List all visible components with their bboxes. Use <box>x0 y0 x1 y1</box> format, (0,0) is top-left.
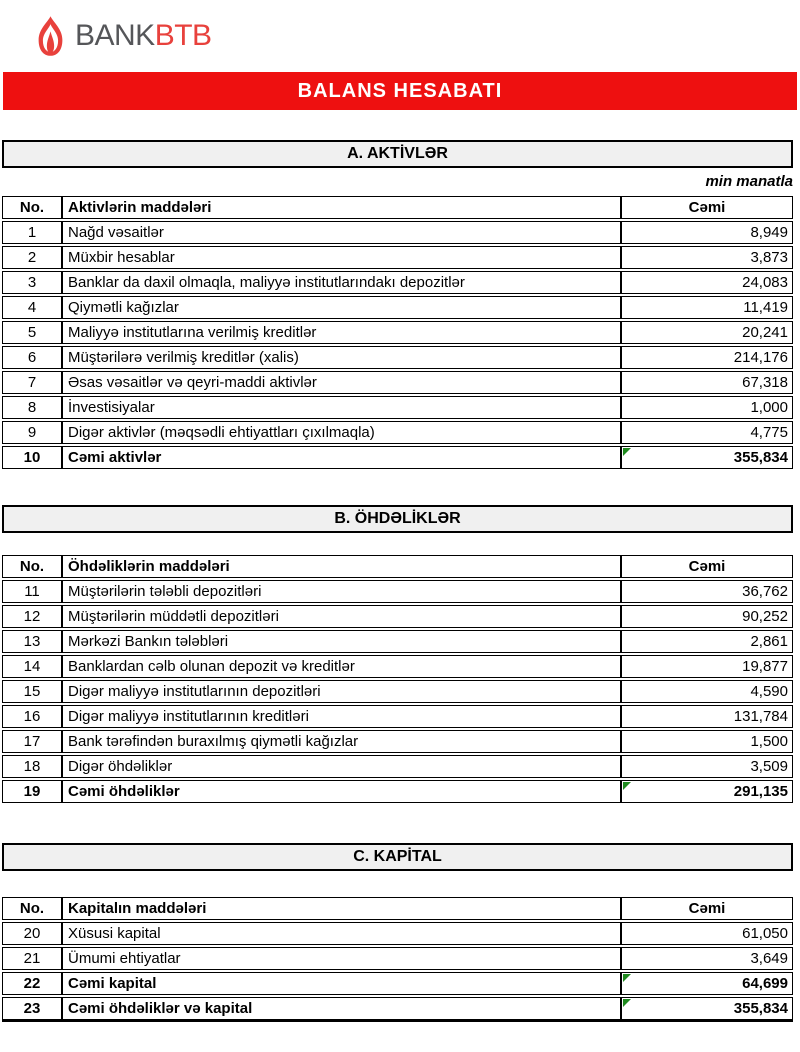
row-number: 9 <box>2 421 62 444</box>
row-label: Əsas vəsaitlər və qeyri-maddi aktivlər <box>62 371 621 394</box>
column-header-total: Cəmi <box>621 897 793 920</box>
units-note: min manatla <box>705 173 793 190</box>
capital-table-header-row <box>2 897 793 920</box>
row-label: Cəmi kapital <box>62 972 621 995</box>
row-label: Cəmi öhdəliklər və kapital <box>62 997 621 1022</box>
row-value: 1,000 <box>621 396 793 419</box>
table-row <box>2 396 793 419</box>
row-label: Müxbir hesablar <box>62 246 621 269</box>
row-number: 19 <box>2 780 62 803</box>
column-header-no: No. <box>2 196 62 219</box>
column-header-total: Cəmi <box>621 555 793 578</box>
page-title: BALANS HESABATI <box>297 79 503 102</box>
row-value: 19,877 <box>621 655 793 678</box>
row-value: 11,419 <box>621 296 793 319</box>
row-number: 1 <box>2 221 62 244</box>
row-value: 64,699 <box>621 972 793 995</box>
table-row <box>2 730 793 753</box>
row-number: 10 <box>2 446 62 469</box>
row-value: 2,861 <box>621 630 793 653</box>
report-title-banner <box>3 72 797 110</box>
row-value: 90,252 <box>621 605 793 628</box>
row-value: 3,509 <box>621 755 793 778</box>
row-label: Digər maliyyə institutlarının kreditləri <box>62 705 621 728</box>
table-row <box>2 446 793 469</box>
column-header-items: Kapitalın maddələri <box>62 897 621 920</box>
assets-table <box>2 194 793 471</box>
row-value: 4,590 <box>621 680 793 703</box>
column-header-total: Cəmi <box>621 196 793 219</box>
row-label: Nağd vəsaitlər <box>62 221 621 244</box>
row-value: 61,050 <box>621 922 793 945</box>
row-number: 3 <box>2 271 62 294</box>
row-number: 5 <box>2 321 62 344</box>
column-header-no: No. <box>2 555 62 578</box>
table-row <box>2 680 793 703</box>
table-row <box>2 780 793 803</box>
bank-logo-text <box>75 8 212 64</box>
row-value: 67,318 <box>621 371 793 394</box>
section-capital-title: C. KAPİTAL <box>2 843 793 871</box>
row-number: 12 <box>2 605 62 628</box>
liabilities-table <box>2 553 793 805</box>
page-header <box>0 8 800 110</box>
row-label: Banklardan cəlb olunan depozit və kreditlər <box>62 655 621 678</box>
row-value: 8,949 <box>621 221 793 244</box>
row-number: 4 <box>2 296 62 319</box>
row-value: 214,176 <box>621 346 793 369</box>
row-number: 8 <box>2 396 62 419</box>
section-assets <box>2 140 793 471</box>
row-value: 24,083 <box>621 271 793 294</box>
row-number: 16 <box>2 705 62 728</box>
table-row <box>2 922 793 945</box>
table-row <box>2 972 793 995</box>
row-number: 13 <box>2 630 62 653</box>
section-liabilities <box>2 505 793 805</box>
row-value: 355,834 <box>621 446 793 469</box>
assets-table-header-row <box>2 196 793 219</box>
row-number: 6 <box>2 346 62 369</box>
row-value: 3,649 <box>621 947 793 970</box>
row-label: Qiymətli kağızlar <box>62 296 621 319</box>
row-value: 36,762 <box>621 580 793 603</box>
table-row <box>2 605 793 628</box>
row-value: 1,500 <box>621 730 793 753</box>
row-number: 23 <box>2 997 62 1022</box>
row-number: 7 <box>2 371 62 394</box>
table-row <box>2 371 793 394</box>
section-assets-title: A. AKTİVLƏR <box>2 140 793 168</box>
row-value: 4,775 <box>621 421 793 444</box>
logo-bank-word: BANK <box>75 19 155 52</box>
liabilities-table-header-row <box>2 555 793 578</box>
row-number: 14 <box>2 655 62 678</box>
table-row <box>2 321 793 344</box>
row-number: 22 <box>2 972 62 995</box>
table-row <box>2 655 793 678</box>
row-label: Digər öhdəliklər <box>62 755 621 778</box>
row-label: Maliyyə institutlarına verilmiş kreditlər <box>62 321 621 344</box>
table-row <box>2 246 793 269</box>
row-value: 131,784 <box>621 705 793 728</box>
row-label: Mərkəzi Bankın tələbləri <box>62 630 621 653</box>
table-row <box>2 947 793 970</box>
row-number: 17 <box>2 730 62 753</box>
row-label: Digər maliyyə institutlarının depozitləri <box>62 680 621 703</box>
row-label: Digər aktivlər (məqsədli ehtiyattları çıxılmaqla) <box>62 421 621 444</box>
row-number: 15 <box>2 680 62 703</box>
row-label: Cəmi öhdəliklər <box>62 780 621 803</box>
row-label: Cəmi aktivlər <box>62 446 621 469</box>
flame-icon <box>34 8 67 64</box>
table-row <box>2 630 793 653</box>
report-body <box>2 140 793 1024</box>
row-number: 11 <box>2 580 62 603</box>
logo-btb-word: BTB <box>154 19 212 52</box>
column-header-items: Aktivlərin maddələri <box>62 196 621 219</box>
table-row <box>2 997 793 1022</box>
table-row <box>2 755 793 778</box>
table-row <box>2 346 793 369</box>
row-label: Xüsusi kapital <box>62 922 621 945</box>
row-label: Banklar da daxil olmaqla, maliyyə institutlarındakı depozitlər <box>62 271 621 294</box>
section-capital <box>2 843 793 1024</box>
row-value: 291,135 <box>621 780 793 803</box>
row-number: 2 <box>2 246 62 269</box>
row-label: Müştərilərin müddətli depozitləri <box>62 605 621 628</box>
row-label: Müştərilərin tələbli depozitləri <box>62 580 621 603</box>
row-number: 21 <box>2 947 62 970</box>
column-header-no: No. <box>2 897 62 920</box>
capital-table <box>2 895 793 1024</box>
row-label: İnvestisiyalar <box>62 396 621 419</box>
row-value: 3,873 <box>621 246 793 269</box>
table-row <box>2 705 793 728</box>
section-liabilities-title: B. ÖHDƏLİKLƏR <box>2 505 793 533</box>
row-label: Müştərilərə verilmiş kreditlər (xalis) <box>62 346 621 369</box>
row-label: Ümumi ehtiyatlar <box>62 947 621 970</box>
bank-logo <box>34 8 800 64</box>
table-row <box>2 271 793 294</box>
row-number: 20 <box>2 922 62 945</box>
row-number: 18 <box>2 755 62 778</box>
row-value: 20,241 <box>621 321 793 344</box>
table-row <box>2 580 793 603</box>
row-value: 355,834 <box>621 997 793 1022</box>
table-row <box>2 421 793 444</box>
row-label: Bank tərəfindən buraxılmış qiymətli kağızlar <box>62 730 621 753</box>
table-row <box>2 221 793 244</box>
table-row <box>2 296 793 319</box>
column-header-items: Öhdəliklərin maddələri <box>62 555 621 578</box>
